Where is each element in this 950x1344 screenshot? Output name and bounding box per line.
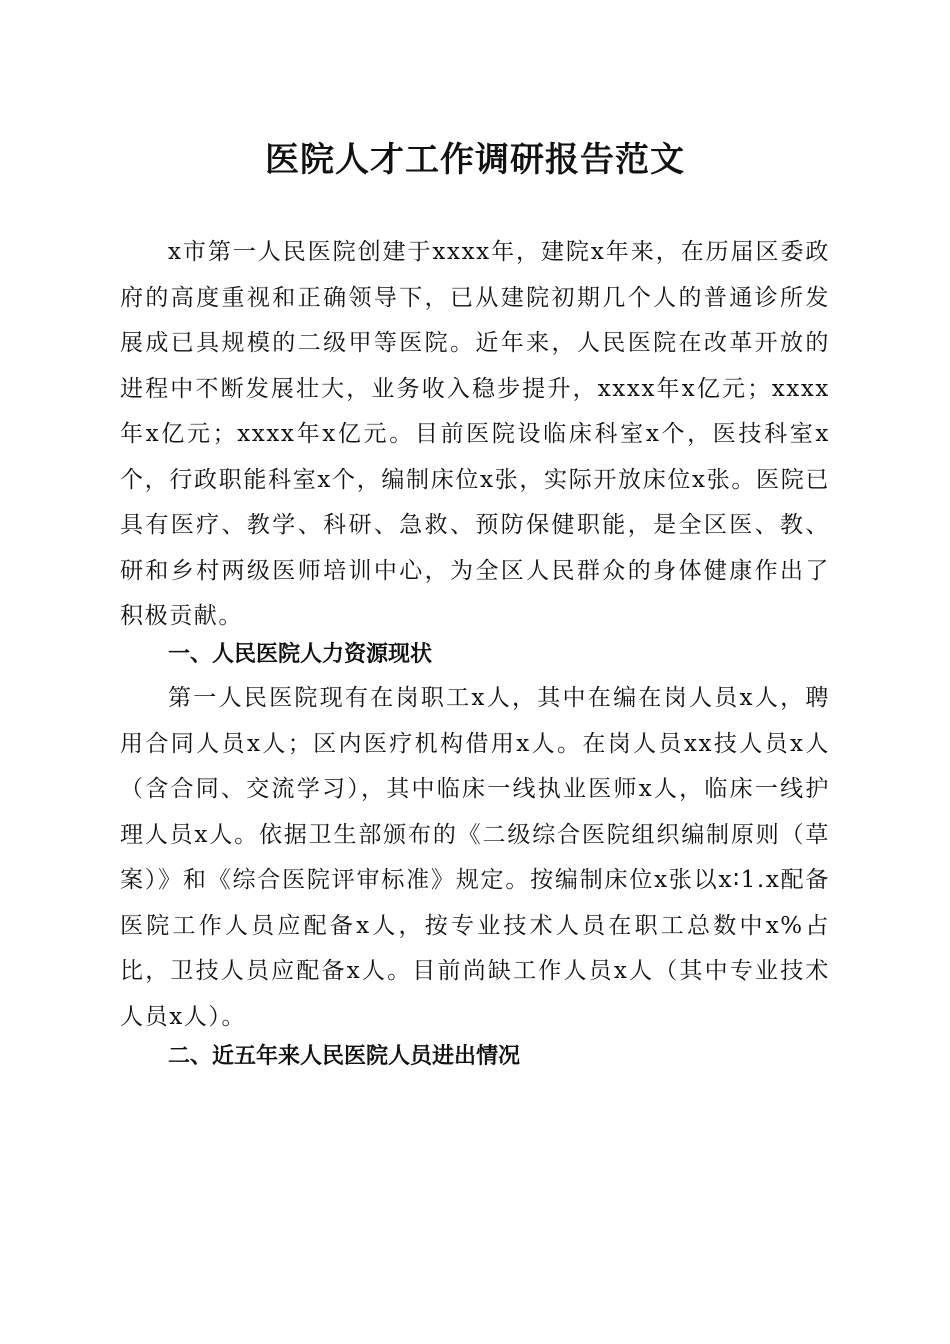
- section-heading-1: 一、人民医院人力资源现状: [168, 642, 433, 667]
- document-title: 医院人才工作调研报告范文: [265, 140, 685, 180]
- intro-paragraph: x市第一人民医院创建于xxxx年，建院x年来，在历届区委政府的高度重视和正确领导下，已从建院初期几个人的普通诊所发展成已具规模的二级甲等医院。近年来，人民医院在改革开放的进程中不断发展壮大，业务收入稳步提升，xxxx年x亿元；xxxx年x亿元；xxxx年x亿元。目前医院设临床科室x个，医技科室x个，行政职能科室x个，编制床位x张，实际开放床位x张。医院已具有医疗、教学、科研、急救、预防保健职能，是全区医、教、研和乡村两级医师培训中心，为全区人民群众的身体健康作出了积极贡献。: [120, 239, 830, 629]
- section-heading-2: 二、近五年来人民医院人员进出情况: [168, 1044, 521, 1069]
- staffing-paragraph: 第一人民医院现有在岗职工x人，其中在编在岗人员x人，聘用合同人员x人；区内医疗机构借用x人。在岗人员xx技人员x人（含合同、交流学习），其中临床一线执业医师x人，临床一线护理人员x人。依据卫生部颁布的《二级综合医院组织编制原则（草案）》和《综合医院评审标准》规定。按编制床位x张以x∶1.x配备医院工作人员应配备x人，按专业技术人员在职工总数中x%占比，卫技人员应配备x人。目前尚缺工作人员x人（其中专业技术人员x人）。: [120, 685, 830, 1030]
